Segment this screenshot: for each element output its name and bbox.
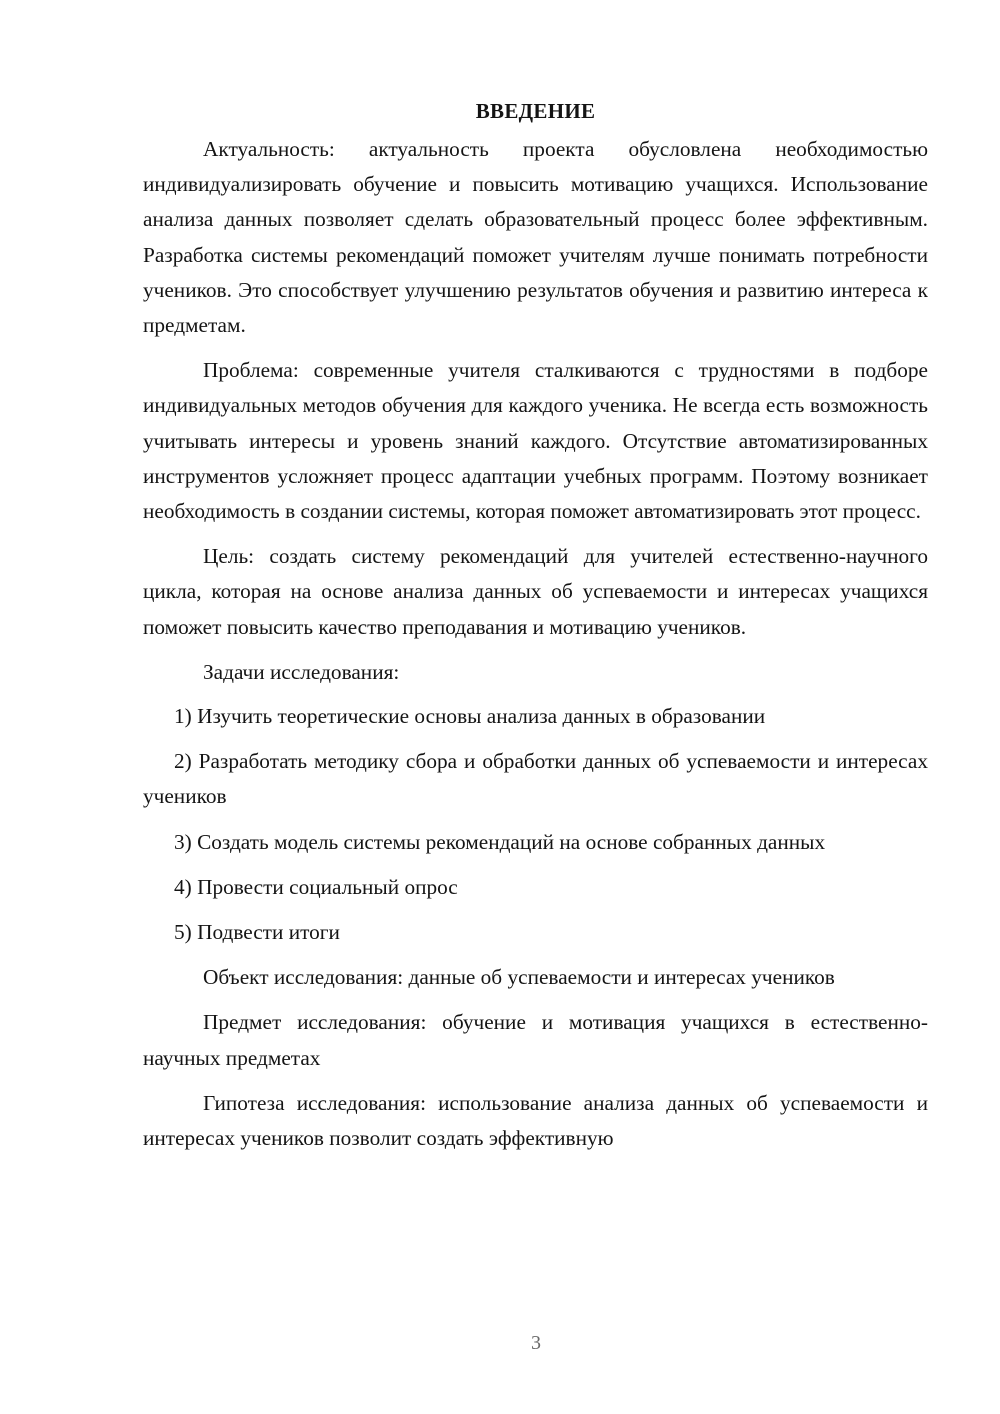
paragraph-hypothesis: Гипотеза исследования: использование анализа данных об успеваемости и интересах учеников позволит создать эффективную xyxy=(143,1090,928,1151)
paragraph-problem: Проблема: современные учителя сталкиваются с трудностями в подборе индивидуальных методов обучения для каждого ученика. Не всегда есть возможность учитывать интересы и уровень знаний каждого. Отсутствие автоматизированных инструментов усложняет процесс адаптации учебных программ. Поэтому возникает необходимость в создании системы, которая поможет автоматизировать этот процесс. xyxy=(143,358,928,524)
page-number: 3 xyxy=(531,1332,541,1354)
tasks-heading: Задачи исследования: xyxy=(203,659,400,684)
page-title: ВВЕДЕНИЕ xyxy=(475,99,596,123)
task-item: 1) Изучить теоретические основы анализа данных в образовании xyxy=(174,704,766,729)
task-item: 2) Разработать методику сбора и обработки данных об успеваемости и интересах учеников xyxy=(143,749,928,809)
document-page xyxy=(143,94,928,1166)
paragraph-subject: Предмет исследования: обучение и мотивация учащихся в естественно-научных предметах xyxy=(143,1010,928,1070)
paragraph-object: Объект исследования: данные об успеваемости и интересах учеников xyxy=(203,965,835,990)
task-item: 3) Создать модель системы рекомендаций на основе собранных данных xyxy=(174,829,826,854)
task-item: 4) Провести социальный опрос xyxy=(174,874,458,899)
task-item: 5) Подвести итоги xyxy=(174,920,340,945)
paragraph-goal: Цель: создать систему рекомендаций для учителей естественно-научного цикла, которая на основе анализа данных об успеваемости и интересах учащихся поможет повысить качество преподавания и мотивацию учеников. xyxy=(143,544,928,639)
paragraph-relevance: Актуальность: актуальность проекта обусловлена необходимостью индивидуализировать обучение и повысить мотивацию учащихся. Использование анализа данных позволяет сделать образовательный процесс более эффективным. Разработка системы рекомендаций поможет учителям лучше понимать потребности учеников. Это способствует улучшению результатов обучения и развитию интереса к предметам. xyxy=(143,137,928,338)
